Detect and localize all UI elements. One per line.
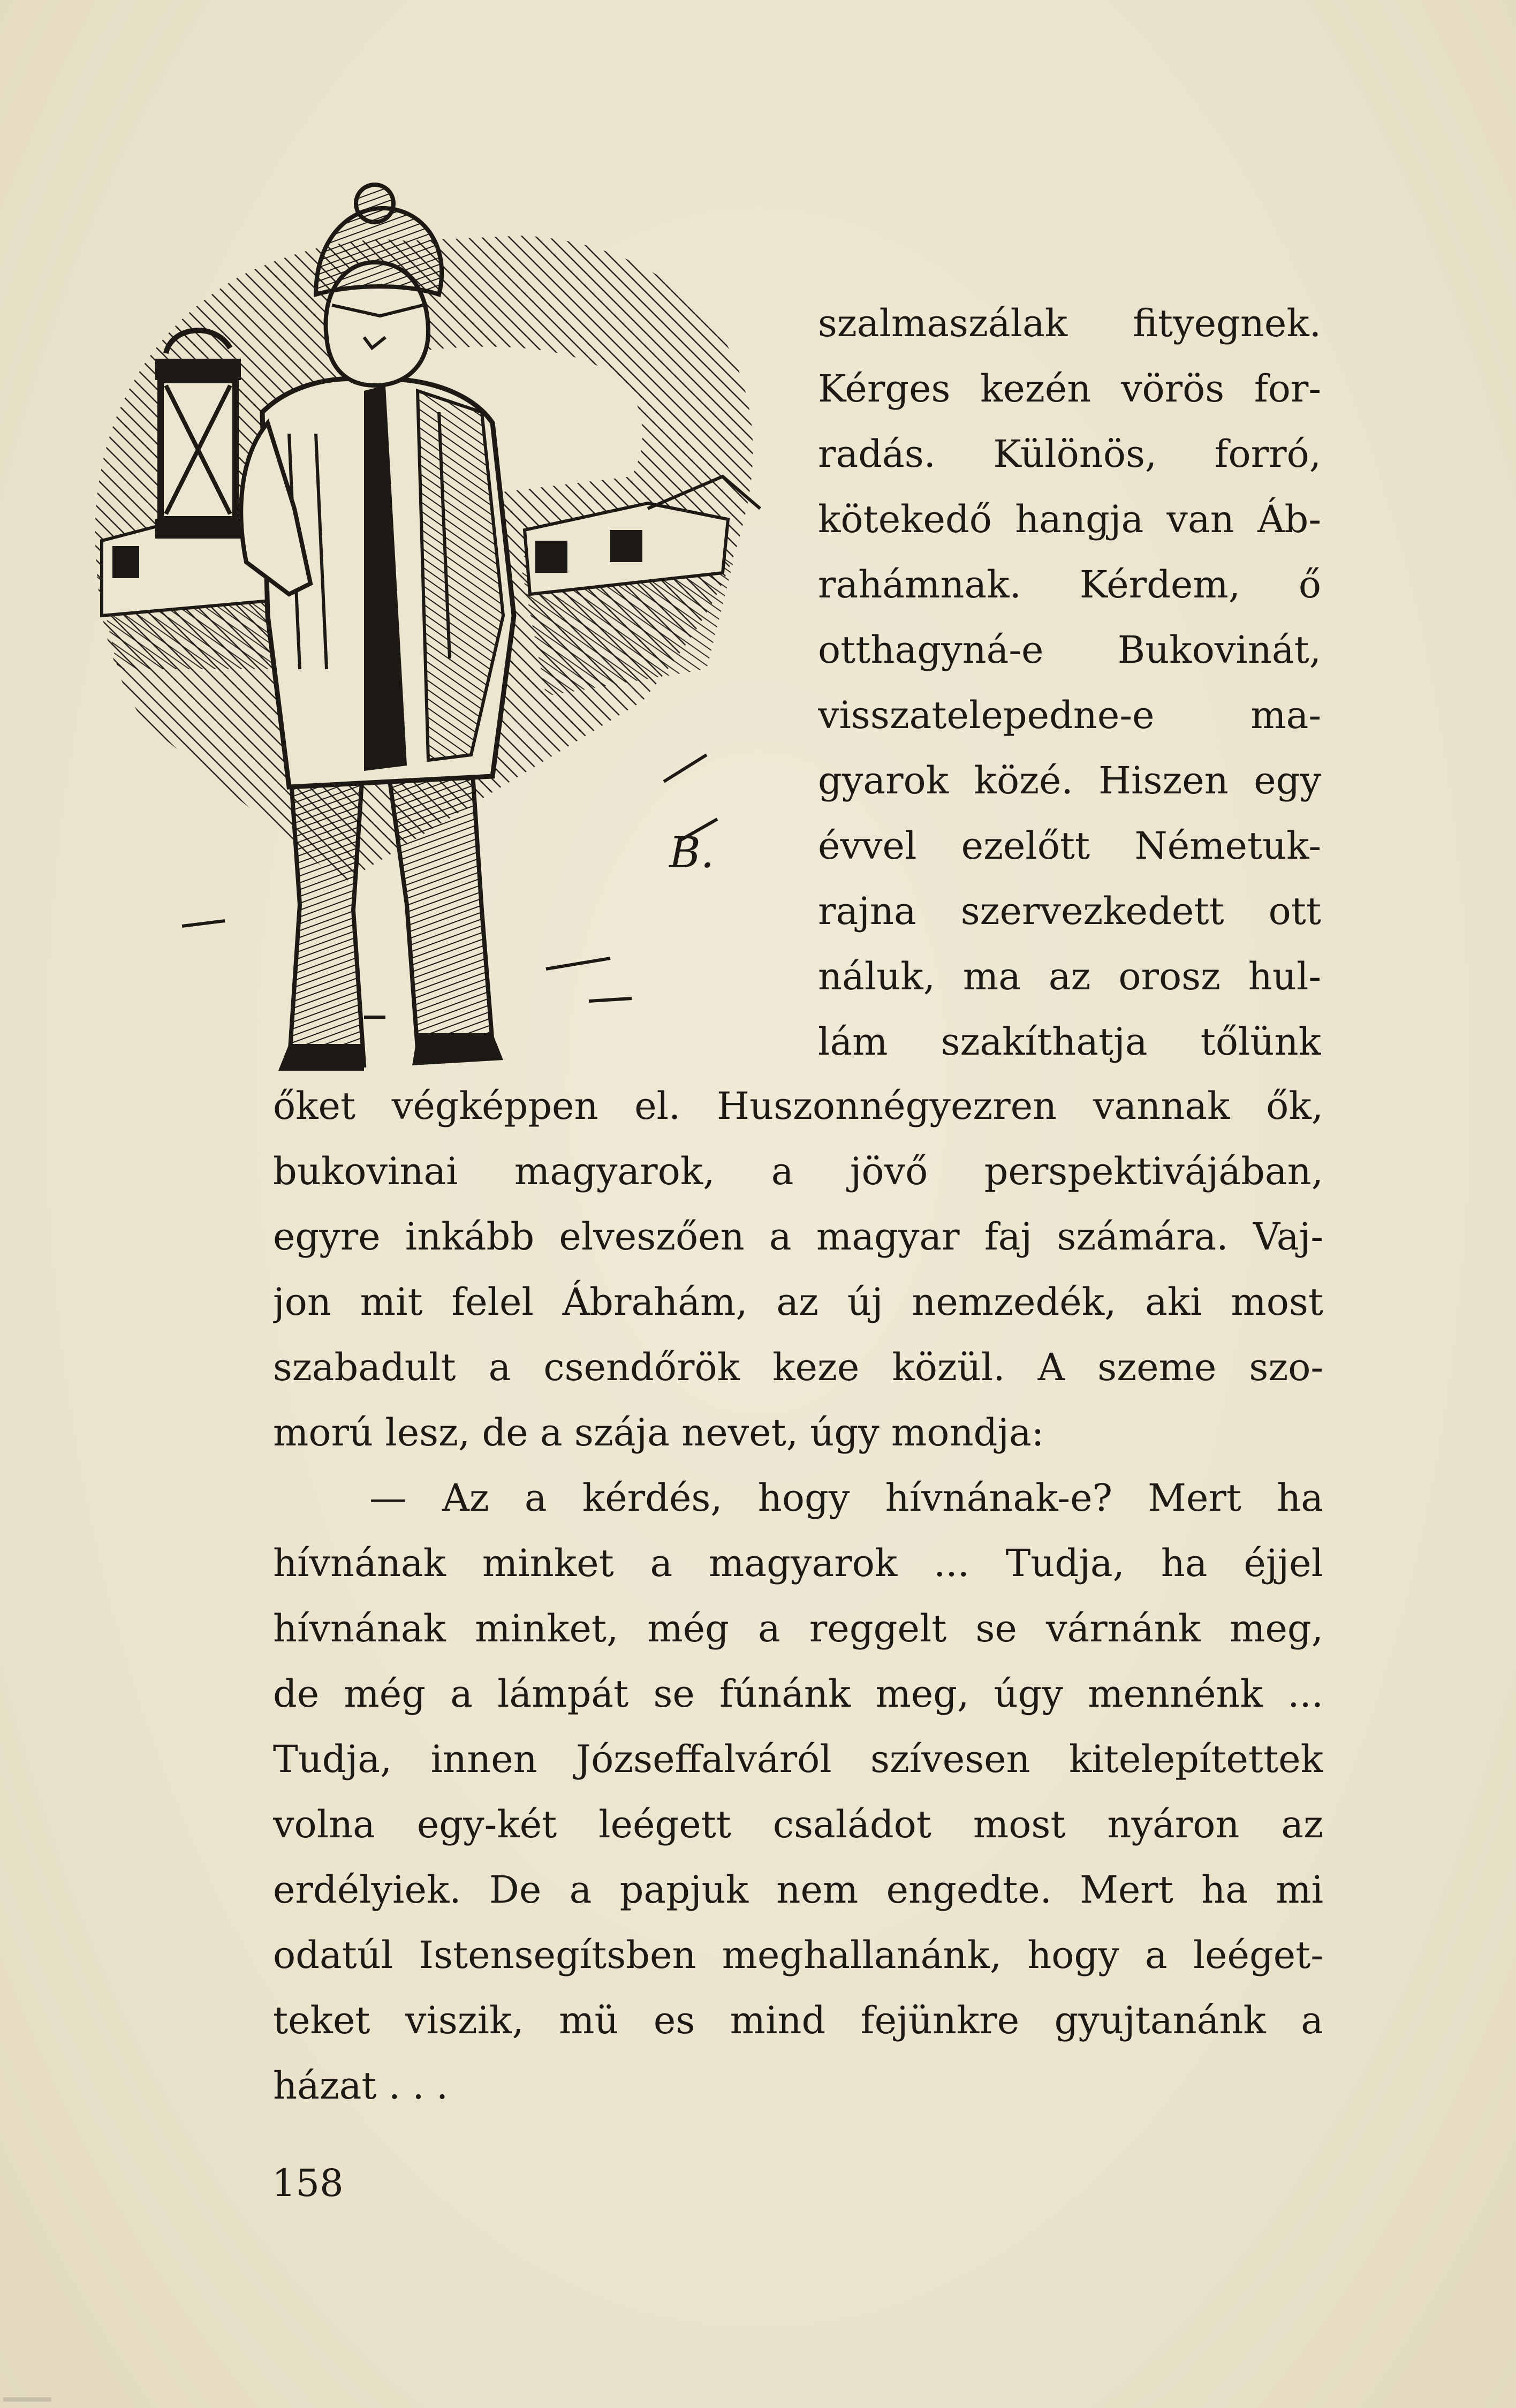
text-line: jon mit felel Ábrahám, az új nemzedék, aki most [273,1280,1323,1324]
text-line: Kérges kezén vörös for- [818,367,1321,411]
text-line: évvel ezelőtt Németuk- [818,824,1321,868]
text-line: hívnának minket a magyarok ... Tudja, ha éjjel [273,1541,1323,1585]
text-line: otthagyná-e Bukovinát, [818,628,1321,672]
page-number: 158 [272,2161,344,2205]
text-line: házat . . . [273,2064,449,2108]
text-line: őket végképpen el. Huszonnégyezren vannak ők, [273,1084,1323,1128]
text-line: erdélyiek. De a papjuk nem engedte. Mert ha mi [273,1868,1323,1912]
text-line: morú lesz, de a szája nevet, úgy mondja: [273,1411,1044,1455]
text-line: volna egy-két leégett családot most nyáron az [273,1803,1323,1846]
text-line: — Az a kérdés, hogy hívnának-e? Mert ha [369,1476,1323,1520]
scan-margin-mark [3,2397,51,2402]
text-line: odatúl Istensegítsben meghallanánk, hogy a leéget- [273,1933,1323,1977]
text-line: hívnának minket, még a reggelt se várnánk meg, [273,1607,1323,1650]
text-line: szabadult a csendőrök keze közül. A szeme szo- [273,1345,1323,1389]
text-line: rahámnak. Kérdem, ő [818,563,1321,607]
text-line: lám szakíthatja tőlünk [818,1020,1321,1064]
text-line: rajna szervezkedett ott [818,889,1321,933]
text-line: egyre inkább elveszően a magyar faj számára. Vaj- [273,1215,1323,1259]
text-line: teket viszik, mü es mind fejünkre gyujtanánk a [273,1998,1323,2042]
text-line: radás. Különös, forró, [818,432,1321,476]
text-line: náluk, ma az orosz hul- [818,955,1321,998]
text-line: visszatelepedne-e ma- [818,693,1321,737]
artist-signature: B. [669,828,715,877]
text-line: szalmaszálak fityegnek. [818,301,1321,345]
text-line: bukovinai magyarok, a jövő perspektivájában, [273,1149,1323,1193]
lantern-icon [155,330,241,539]
text-line: kötekedő hangja van Áb- [818,497,1321,541]
text-line: gyarok közé. Hiszen egy [818,759,1321,802]
text-line: Tudja, innen Józseffalváról szívesen kitelepítettek [273,1737,1323,1781]
text-line: de még a lámpát se fúnánk meg, úgy mennénk ... [273,1672,1323,1716]
man-with-lantern-illustration [64,134,814,1071]
